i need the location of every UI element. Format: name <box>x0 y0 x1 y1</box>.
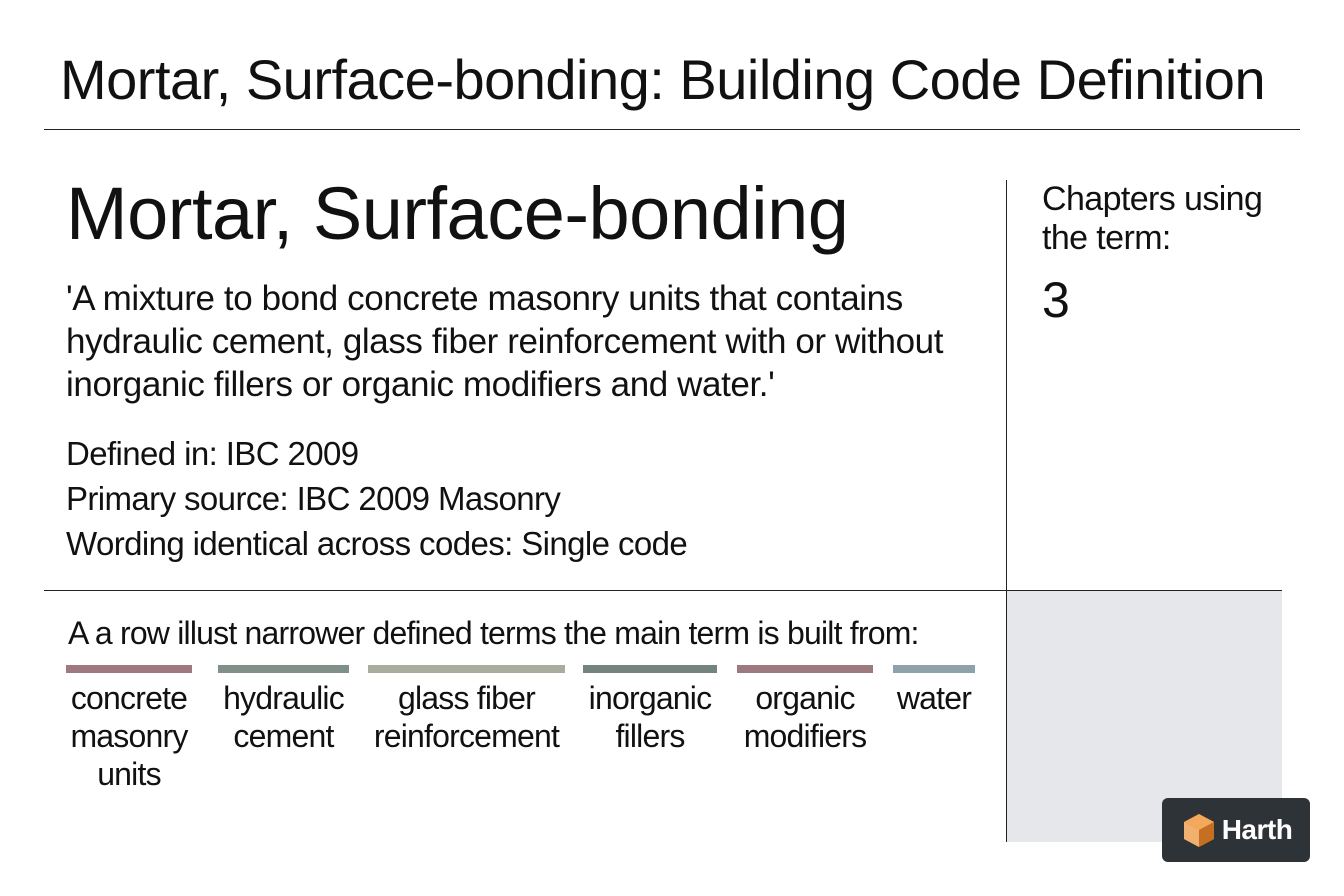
component-color-bar <box>893 665 975 673</box>
component-concrete-masonry-units <box>66 665 192 793</box>
component-organic-modifiers <box>737 665 873 755</box>
component-color-bar <box>66 665 192 673</box>
components-caption: A a row illust narrower defined terms the main term is built from: <box>68 615 919 651</box>
term-heading: Mortar, Surface-bonding <box>66 172 849 255</box>
component-glass-fiber-reinforcement <box>368 665 565 755</box>
defined-in: Defined in: IBC 2009 <box>66 435 359 472</box>
component-color-bar <box>218 665 349 673</box>
wording-identical: Wording identical across codes: Single code <box>66 525 688 562</box>
page-title: Mortar, Surface-bonding: Building Code Definition <box>60 48 1266 111</box>
component-inorganic-fillers <box>583 665 717 755</box>
component-color-bar <box>583 665 717 673</box>
brand-badge[interactable] <box>1162 798 1310 862</box>
chapters-label: Chapters using the term: <box>1042 180 1263 257</box>
component-water <box>893 665 975 717</box>
component-label: inorganic fillers <box>588 680 712 754</box>
component-label: organic modifiers <box>743 680 867 754</box>
cube-logo-icon <box>1180 811 1218 849</box>
chapters-count: 3 <box>1042 272 1070 328</box>
component-label: concrete masonry units <box>70 680 188 792</box>
component-label: hydraulic cement <box>223 680 344 754</box>
primary-source: Primary source: IBC 2009 Masonry <box>66 480 561 517</box>
component-label: glass fiber reinforcement <box>373 680 560 754</box>
title-divider <box>44 129 1300 130</box>
component-color-bar <box>368 665 565 673</box>
component-color-bar <box>737 665 873 673</box>
component-label: water <box>896 680 972 716</box>
term-metadata <box>66 431 996 566</box>
term-definition: 'A mixture to bond concrete masonry units that contains hydraulic cement, glass fiber reinforcement with or without inorganic fillers or organic modifiers and water.' <box>66 279 944 404</box>
brand-name: Harth <box>1221 814 1293 845</box>
component-hydraulic-cement <box>218 665 349 755</box>
